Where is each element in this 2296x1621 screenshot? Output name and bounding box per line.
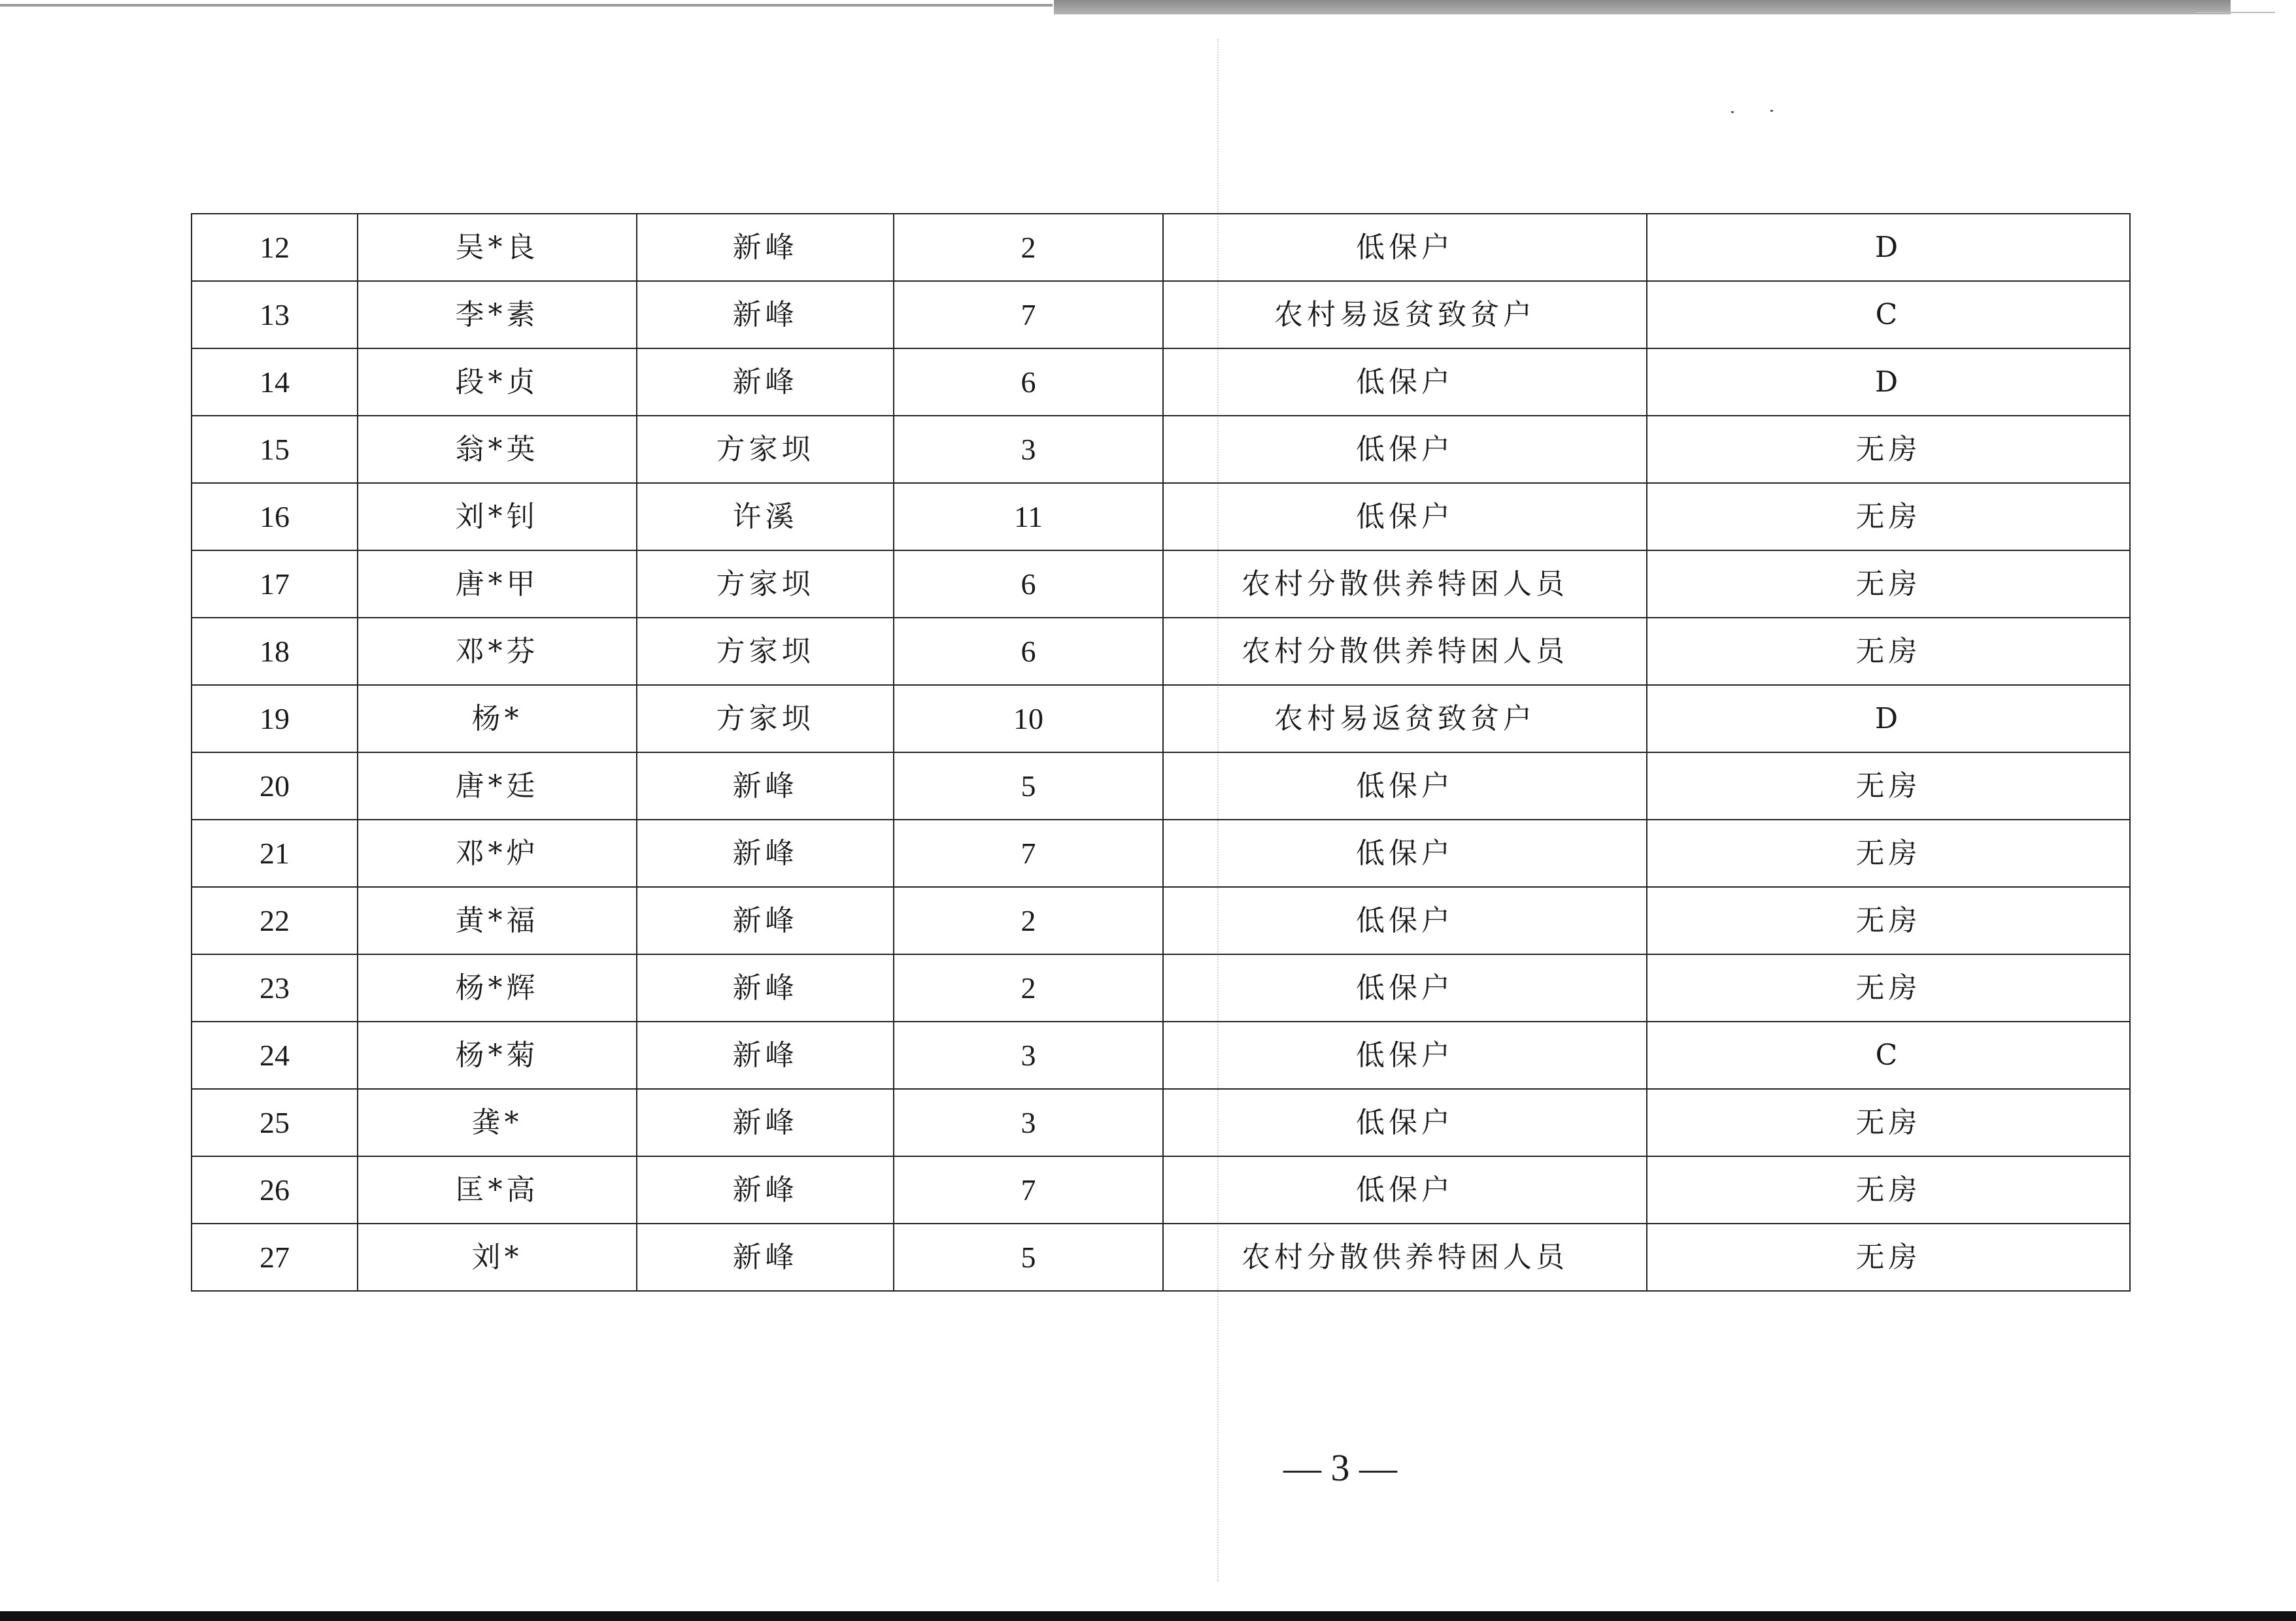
cell-category: 农村易返贫致贫户 (1163, 281, 1647, 348)
cell-housing-level: C (1647, 1022, 2130, 1089)
cell-number: 14 (192, 348, 358, 416)
cell-category: 低保户 (1163, 1089, 1647, 1156)
cell-category: 农村分散供养特困人员 (1163, 1224, 1647, 1291)
cell-name: 刘*钊 (358, 483, 637, 550)
cell-housing-level: 无房 (1647, 1089, 2130, 1156)
table-row (192, 550, 2130, 618)
cell-village: 新峰 (637, 1089, 894, 1156)
household-table (191, 213, 2131, 1292)
cell-housing-level: D (1647, 214, 2130, 281)
cell-household-size: 5 (894, 1224, 1163, 1291)
cell-housing-level: D (1647, 685, 2130, 752)
cell-village: 新峰 (637, 820, 894, 887)
table-row (192, 618, 2130, 685)
cell-category: 低保户 (1163, 214, 1647, 281)
cell-number: 13 (192, 281, 358, 348)
table-row (192, 1156, 2130, 1224)
cell-name: 翁*英 (358, 416, 637, 483)
cell-housing-level: 无房 (1647, 618, 2130, 685)
cell-number: 19 (192, 685, 358, 752)
page-number: — 3 — (1283, 1446, 1397, 1489)
cell-name: 唐*甲 (358, 550, 637, 618)
scan-edge-top-left (0, 4, 1053, 7)
cell-number: 15 (192, 416, 358, 483)
cell-number: 20 (192, 752, 358, 820)
cell-number: 25 (192, 1089, 358, 1156)
cell-category: 农村分散供养特困人员 (1163, 550, 1647, 618)
scan-edge-top-right (1054, 0, 2231, 14)
cell-village: 方家坝 (637, 416, 894, 483)
table-row (192, 887, 2130, 954)
cell-village: 新峰 (637, 1224, 894, 1291)
scan-speck (1731, 111, 1734, 113)
cell-name: 杨* (358, 685, 637, 752)
cell-household-size: 2 (894, 214, 1163, 281)
cell-housing-level: 无房 (1647, 752, 2130, 820)
table-body (192, 214, 2130, 1291)
cell-village: 方家坝 (637, 550, 894, 618)
cell-household-size: 2 (894, 887, 1163, 954)
cell-name: 邓*芬 (358, 618, 637, 685)
cell-village: 新峰 (637, 752, 894, 820)
cell-village: 新峰 (637, 1156, 894, 1224)
cell-housing-level: 无房 (1647, 416, 2130, 483)
cell-household-size: 10 (894, 685, 1163, 752)
cell-number: 23 (192, 954, 358, 1022)
cell-household-size: 3 (894, 416, 1163, 483)
cell-category: 低保户 (1163, 483, 1647, 550)
table-row (192, 752, 2130, 820)
cell-housing-level: 无房 (1647, 954, 2130, 1022)
cell-category: 低保户 (1163, 348, 1647, 416)
cell-category: 低保户 (1163, 1156, 1647, 1224)
cell-village: 方家坝 (637, 618, 894, 685)
cell-number: 27 (192, 1224, 358, 1291)
cell-village: 许溪 (637, 483, 894, 550)
cell-name: 邓*炉 (358, 820, 637, 887)
cell-number: 22 (192, 887, 358, 954)
cell-number: 26 (192, 1156, 358, 1224)
cell-number: 17 (192, 550, 358, 618)
cell-household-size: 7 (894, 281, 1163, 348)
cell-village: 新峰 (637, 887, 894, 954)
scan-edge-top-thin (2197, 12, 2275, 13)
cell-village: 新峰 (637, 348, 894, 416)
cell-name: 段*贞 (358, 348, 637, 416)
cell-housing-level: C (1647, 281, 2130, 348)
cell-category: 低保户 (1163, 887, 1647, 954)
table-row (192, 954, 2130, 1022)
cell-housing-level: 无房 (1647, 1156, 2130, 1224)
cell-housing-level: 无房 (1647, 1224, 2130, 1291)
cell-category: 低保户 (1163, 954, 1647, 1022)
cell-household-size: 7 (894, 1156, 1163, 1224)
cell-household-size: 11 (894, 483, 1163, 550)
cell-number: 12 (192, 214, 358, 281)
cell-name: 匡*高 (358, 1156, 637, 1224)
cell-category: 农村分散供养特困人员 (1163, 618, 1647, 685)
table-row (192, 685, 2130, 752)
cell-name: 杨*辉 (358, 954, 637, 1022)
scan-edge-bottom (0, 1611, 2296, 1621)
table-row (192, 483, 2130, 550)
table-row (192, 1089, 2130, 1156)
cell-village: 新峰 (637, 281, 894, 348)
cell-housing-level: 无房 (1647, 483, 2130, 550)
cell-category: 低保户 (1163, 416, 1647, 483)
table-row (192, 1022, 2130, 1089)
cell-household-size: 3 (894, 1022, 1163, 1089)
cell-village: 新峰 (637, 1022, 894, 1089)
cell-housing-level: D (1647, 348, 2130, 416)
cell-category: 农村易返贫致贫户 (1163, 685, 1647, 752)
table-row (192, 348, 2130, 416)
cell-housing-level: 无房 (1647, 550, 2130, 618)
cell-household-size: 7 (894, 820, 1163, 887)
cell-category: 低保户 (1163, 820, 1647, 887)
cell-village: 新峰 (637, 214, 894, 281)
table-row (192, 416, 2130, 483)
cell-number: 21 (192, 820, 358, 887)
cell-housing-level: 无房 (1647, 820, 2130, 887)
cell-household-size: 3 (894, 1089, 1163, 1156)
cell-name: 杨*菊 (358, 1022, 637, 1089)
cell-village: 方家坝 (637, 685, 894, 752)
cell-number: 24 (192, 1022, 358, 1089)
cell-housing-level: 无房 (1647, 887, 2130, 954)
cell-name: 吴*良 (358, 214, 637, 281)
cell-household-size: 6 (894, 348, 1163, 416)
cell-name: 龚* (358, 1089, 637, 1156)
cell-household-size: 6 (894, 550, 1163, 618)
table-row (192, 214, 2130, 281)
cell-name: 唐*廷 (358, 752, 637, 820)
cell-household-size: 5 (894, 752, 1163, 820)
cell-village: 新峰 (637, 954, 894, 1022)
cell-number: 18 (192, 618, 358, 685)
cell-category: 低保户 (1163, 1022, 1647, 1089)
cell-name: 刘* (358, 1224, 637, 1291)
table-row (192, 281, 2130, 348)
scan-speck (1770, 110, 1773, 112)
cell-household-size: 2 (894, 954, 1163, 1022)
table-row (192, 820, 2130, 887)
cell-category: 低保户 (1163, 752, 1647, 820)
cell-name: 黄*福 (358, 887, 637, 954)
cell-number: 16 (192, 483, 358, 550)
cell-household-size: 6 (894, 618, 1163, 685)
cell-name: 李*素 (358, 281, 637, 348)
table-row (192, 1224, 2130, 1291)
